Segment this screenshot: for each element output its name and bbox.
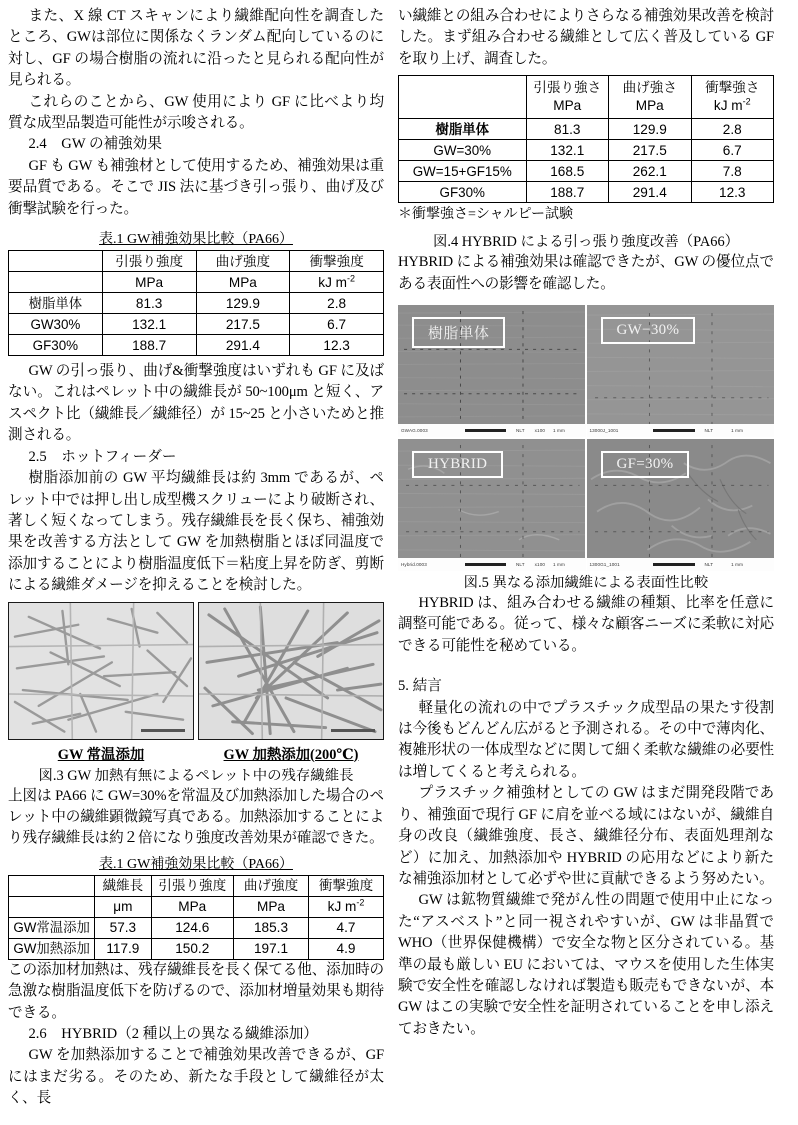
table-row [399, 140, 774, 161]
unit-superscript: -2 [356, 897, 365, 908]
table-cell: 188.7 [526, 182, 609, 203]
figure-3-sub-caption-left: GW 常温添加 [57, 746, 145, 763]
table-row-label: GW=15+GF15% [399, 161, 527, 182]
table-cell: 291.4 [609, 182, 692, 203]
table-row-header [399, 76, 774, 119]
paragraph-hybrid-flexibility: HYBRID は、組み合わせる繊維の種類、比率を任意に調整可能である。従って、様々な顧客ニーズに柔軟に対応できる可能性を秘めている。 [398, 595, 774, 654]
table-cell: 4.7 [309, 917, 384, 938]
table-header-flexural: 曲げ強度 [234, 875, 309, 896]
table-1-caption: 表.1 GW補強効果比較（PA66） [99, 232, 293, 248]
paragraph-hot-feeder: 樹脂添加前の GW 平均繊維長は約 3mm であるが、ペレット中では押し出し成型機スクリューにより破断され、著しく短くなってしまう。残存繊維長を長く保ち、補強効果を改善する方法として GW を加熱樹脂とほぼ同温度で添加することにより樹脂温度低下＝粘度上昇を防ぎ、剪断による繊維ダメージを抑えることを検討した。 [8, 470, 384, 594]
sem-panel-label: GW−30% [601, 317, 696, 344]
sem-scale-bar [653, 563, 694, 566]
table-cell: 217.5 [196, 314, 290, 335]
paragraph-safety-who: GW は鉱物質繊維で発がん性の問題で使用中止になった“アスベスト”と同一視されやすいが、GW は非晶質で WHO（世界保健機構）で安全な物と区分されている。基準の最も厳しい EU においては、マウスを使用した生体実験で安全性を確認しなければ製造も販売もできないが、本 GW はこの実験で安全性を証明されていることを申し添えておきたい。 [398, 892, 774, 1037]
table-cell: 4.9 [309, 938, 384, 959]
table-row [9, 293, 384, 314]
table-row-label: GW=30% [399, 140, 527, 161]
sem-detector-label: NLT [516, 428, 525, 434]
table-cell: 129.9 [609, 119, 692, 140]
table-header-tensile [526, 76, 609, 119]
table-cell: 81.3 [102, 293, 196, 314]
table-cell: 7.8 [691, 161, 774, 182]
table-unit-tensile: MPa [151, 896, 234, 917]
paragraph-hybrid-intro: GW を加熱添加することで補強効果改善できるが、GF にはまだ劣る。そのため、新たな手段として繊維径が太く、長 [8, 1047, 384, 1107]
table-cell: 188.7 [102, 335, 196, 356]
table-row-header-1 [9, 875, 384, 896]
table-header-tensile: 引張り強度 [102, 251, 196, 272]
sem-panel-footer [587, 558, 775, 571]
heading-2-4: 2.4 GW の補強効果 [28, 136, 162, 153]
figure-3-sub-caption-right: GW 加熱添加(200℃) [223, 746, 359, 763]
header-unit [694, 97, 772, 115]
table-cell: 197.1 [234, 938, 309, 959]
paragraph-homogeneity: これらのことから、GW 使用により GF に比べより均質な成型品製造可能性が示唆される。 [8, 93, 384, 132]
table-hybrid-strength-comparison [398, 75, 774, 203]
table-gw-heating-comparison [8, 875, 384, 960]
scale-bar [331, 729, 375, 732]
table-cell: 81.3 [526, 119, 609, 140]
table-unit-fiber-length: μm [95, 896, 151, 917]
table-cell: 185.3 [234, 917, 309, 938]
table-row-label: GW常温添加 [9, 917, 95, 938]
table-cell: 262.1 [609, 161, 692, 182]
paragraph-lightweighting: 軽量化の流れの中でプラスチック成型品の果たす役割は今後もどんどん広がると予測される。その中で薄肉化、複雑形状の一体成型などに関して細く柔軟な繊維の必要性は増してくると考えられる。 [398, 699, 774, 780]
table-header-impact: 衝撃強度 [290, 251, 384, 272]
table-header-impact [691, 76, 774, 119]
table-cell: 12.3 [691, 182, 774, 203]
table-header-fiber-length: 繊維長 [95, 875, 151, 896]
table-unit-tensile: MPa [102, 272, 196, 293]
figure-4-caption: 図.4 HYBRID による引っ張り強度改善（PA66） [432, 234, 740, 251]
sem-panel-footer [398, 424, 586, 437]
sem-image-id: Hybrid.0003 [401, 562, 427, 568]
sem-image-id: 13000J_1001 [589, 428, 619, 434]
paragraph-heating-benefit: この添加材加熱は、残存繊維長を長く保てる他、添加時の急激な樹脂温度低下を防げるので、添加材増量効果も期待できる。 [8, 961, 384, 1021]
unit-superscript: -2 [742, 96, 751, 107]
table-header-flexural: 曲げ強度 [196, 251, 290, 272]
sem-scale-bar [465, 563, 506, 566]
table-corner-cell [9, 251, 103, 272]
table-row-label: GW30% [9, 314, 103, 335]
table-corner-cell-2 [9, 896, 95, 917]
table-cell: 124.6 [151, 917, 234, 938]
header-unit: MPa [553, 98, 582, 114]
sem-magnification: x100 [534, 562, 546, 568]
table-cell: 129.9 [196, 293, 290, 314]
unit-base: kJ m [327, 899, 357, 915]
sem-scale-bar [653, 429, 694, 432]
figure-5-caption: 図.5 異なる添加繊維による表面性比較 [463, 575, 709, 592]
table-row-label: GW加熱添加 [9, 938, 95, 959]
table-cell: 6.7 [691, 140, 774, 161]
header-title: 衝撃強さ [705, 80, 760, 96]
fiber-micrograph-icon [9, 603, 193, 740]
table-unit-flexural: MPa [234, 896, 309, 917]
table-corner-cell [399, 76, 527, 119]
left-column [8, 6, 384, 1125]
table-header-tensile: 引張り強度 [151, 875, 234, 896]
table-gw-reinforcement-comparison [8, 250, 384, 356]
table-cell: 6.7 [290, 314, 384, 335]
header-title: 曲げ強さ [622, 80, 677, 96]
table-row-header-2 [9, 272, 384, 293]
table-header-flexural [609, 76, 692, 119]
table-cell: 168.5 [526, 161, 609, 182]
paragraph-development-stage: プラスチック補強材としての GW はまだ開発段階であり、補強面で現行 GF に肩を並べる域にはないが、繊維自身の改良（繊維強度、長さ、繊維径分布、表面処理剤など）に加え、加熱添加や HYBRID の応用などにより新たな補強添加材として必ずや世に貢献できるよう努めたい。 [398, 785, 774, 887]
sem-magnification: x100 [534, 428, 546, 434]
sem-panel-label: 樹脂単体 [412, 317, 505, 348]
sem-panel-label: GF=30% [601, 451, 690, 478]
table-3-footnote: ＊衝撃強さ=シャルピー試験 [398, 207, 574, 223]
heading-2-6: 2.6 HYBRID（2 種以上の異なる繊維添加） [28, 1025, 318, 1042]
table-row [9, 314, 384, 335]
table-row [9, 938, 384, 959]
table-cell: 217.5 [609, 140, 692, 161]
table-cell: 150.2 [151, 938, 234, 959]
table-row-label: GF30% [399, 182, 527, 203]
sem-detector-label: NLT [704, 562, 714, 568]
table-cell: 57.3 [95, 917, 151, 938]
paragraph-fiber-length-double: 上図は PA66 に GW=30%を常温及び加熱添加した場合のペレット中の繊維顕微鏡写真である。加熱添加することにより残存繊維長は約２倍になり強度改善効果が確認できた。 [8, 787, 384, 847]
table-row [399, 182, 774, 203]
paragraph-surface-effect: HYBRID による補強効果は確認できたが、GW の優位点である表面性への影響を確認した。 [398, 254, 774, 292]
table-row-label: 樹脂単体 [9, 293, 103, 314]
sem-panel-gf-30 [587, 439, 775, 571]
figure-3-caption: 図.3 GW 加熱有無によるペレット中の残存繊維長 [38, 767, 354, 784]
table-row-label: 樹脂単体 [399, 119, 527, 140]
table-cell: 132.1 [526, 140, 609, 161]
table-corner-cell-2 [9, 272, 103, 293]
header-unit: MPa [635, 98, 664, 114]
paragraph-combination-fiber: い繊維との組み合わせによりさらなる補強効果改善を検討した。まず組み合わせる繊維として広く普及している GF を取り上げ、調査した。 [398, 8, 774, 67]
figure-3-images [8, 602, 384, 740]
sem-image-id: GWAG.0003 [401, 428, 428, 434]
micrograph-room-temperature [8, 602, 194, 740]
table-cell: 117.9 [95, 938, 151, 959]
figure-5-images [398, 305, 774, 571]
table-row [399, 119, 774, 140]
sem-scale-bar [465, 429, 506, 432]
sem-panel-footer [587, 424, 775, 437]
table-row [399, 161, 774, 182]
header-title: 引張り強さ [533, 80, 602, 96]
table-unit-flexural: MPa [196, 272, 290, 293]
sem-scale-label: 1 mm [553, 428, 565, 434]
heading-2-5: 2.5 ホットフィーダー [28, 448, 177, 465]
figure-3-sub-captions [8, 743, 384, 764]
table-2-caption: 表.1 GW補強効果比較（PA66） [99, 856, 293, 872]
table-unit-impact [309, 896, 384, 917]
sem-panel-label: HYBRID [412, 451, 503, 478]
sem-detector-label: NLT [704, 428, 714, 434]
sem-panel-hybrid [398, 439, 586, 571]
heading-5-conclusion: 5. 結言 [398, 678, 442, 695]
table-row-header-1 [9, 251, 384, 272]
table-row [9, 335, 384, 356]
table-cell: 132.1 [102, 314, 196, 335]
sem-scale-label: 1 mm [731, 428, 744, 434]
unit-base: kJ m [318, 274, 347, 290]
sem-panel-footer [398, 558, 586, 571]
table-row-label: GF30% [9, 335, 103, 356]
unit-base: kJ m [713, 98, 743, 114]
table-cell: 2.8 [691, 119, 774, 140]
table-row [9, 917, 384, 938]
table-header-impact: 衝撃強度 [309, 875, 384, 896]
table-cell: 2.8 [290, 293, 384, 314]
sem-scale-label: 1 mm [553, 562, 565, 568]
sem-scale-label: 1 mm [731, 562, 744, 568]
table-cell: 291.4 [196, 335, 290, 356]
paragraph-xray-ct: また、X 線 CT スキャンにより繊維配向性を調査したところ、GWは部位に関係なくランダム配向しているのに対し、GF の場合樹脂の流れに沿ったと見られる配向性が見られる。 [8, 8, 384, 89]
paragraph-jis-test: GF も GW も補強材として使用するため、補強効果は重要品質である。そこで JIS 法に基づき引っ張り、曲げ及び衝撃試験を行った。 [8, 157, 384, 217]
paragraph-aspect-ratio: GW の引っ張り、曲げ&衝撃強度はいずれも GF に及ばない。これはペレット中の繊維長が 50~100μm と短く、アスペクト比（繊維長／繊維径）が 15~25 と小さいためと推測される。 [8, 363, 384, 444]
sem-detector-label: NLT [516, 562, 525, 568]
scale-bar [141, 729, 185, 732]
table-corner-cell [9, 875, 95, 896]
micrograph-heated-addition [198, 602, 384, 740]
table-row-header-2 [9, 896, 384, 917]
sem-panel-gw-30 [587, 305, 775, 437]
right-column [398, 6, 774, 1125]
sem-image-id: 1300G1_1001 [589, 562, 620, 568]
fiber-micrograph-icon [199, 603, 383, 740]
sem-panel-resin-only [398, 305, 586, 437]
table-unit-impact [290, 272, 384, 293]
table-cell: 12.3 [290, 335, 384, 356]
unit-superscript: -2 [346, 273, 355, 284]
